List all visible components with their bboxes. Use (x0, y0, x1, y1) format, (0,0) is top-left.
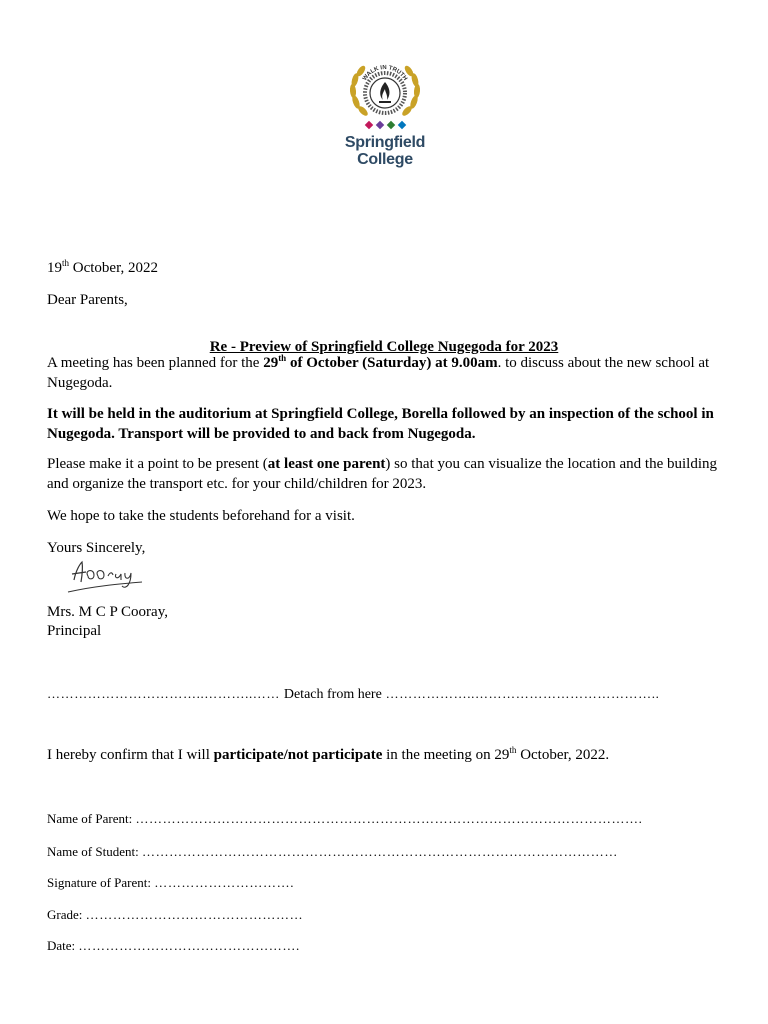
parent-name-field[interactable] (47, 809, 643, 829)
closing: Yours Sincerely, (47, 540, 146, 556)
p1-time: of October (Saturday) at 9.00am (286, 355, 498, 371)
logo-name-line2: College (357, 151, 413, 168)
paragraph-venue: It will be held in the auditorium at Springfield College, Borella followed by an inspection of the school in Nugegoda. Transport will be provided to and back from Nugegoda. (47, 406, 714, 442)
confirm-text-d: October, 2022. (516, 747, 610, 763)
date-field[interactable] (47, 936, 300, 956)
p3-text-a: Please make it a point to be present ( (47, 456, 268, 472)
student-name-dots: …………………………………………………………………………………………… (141, 844, 618, 859)
p3-text-c: ) so that you can visualize the location and the building and organize the transport etc. for your child/children for 2023. (47, 456, 718, 492)
date-dots: …………………………………………. (78, 938, 300, 953)
date-label: Date: (47, 938, 79, 953)
date-suffix: th (62, 258, 70, 268)
letter-date (47, 258, 727, 278)
parent-name-dots: …………………………………………………………………………………………………. (135, 811, 643, 826)
signature-text: ACooray (64, 556, 68, 557)
confirm-text-c: in the meeting on 29 (382, 747, 510, 763)
date-rest: October, 2022 (69, 260, 158, 276)
confirmation-statement (47, 745, 727, 765)
crest-icon (346, 58, 424, 132)
college-logo (330, 58, 440, 178)
paragraph-visit: We hope to take the students beforehand for a visit. (47, 508, 355, 524)
p3-emphasis: at least one parent (267, 456, 386, 472)
detach-dots-left: ……………………………..………..…… (47, 686, 284, 701)
grade-label: Grade: (47, 907, 86, 922)
detach-dots-right: ………………..………………………………….. (381, 686, 660, 701)
p1-text-a: A meeting has been planned for the (47, 355, 264, 371)
student-name-label: Name of Student: (47, 844, 142, 859)
parent-signature-field[interactable] (47, 873, 294, 893)
detach-label: Detach from here (283, 687, 382, 702)
p1-day: 29 (263, 355, 279, 371)
confirm-choice: participate/not participate (213, 747, 383, 763)
confirm-text-a: I hereby confirm that I will (47, 747, 214, 763)
paragraph-meeting (47, 353, 727, 393)
logo-college-name (330, 134, 440, 168)
confirm-suffix: th (509, 745, 517, 755)
letter-title: Re - Preview of Springfield College Nugegoda for 2023 (209, 339, 559, 355)
paragraph-attendance (47, 454, 727, 494)
logo-motto: WALK IN TRUTH (362, 65, 408, 82)
date-day: 19 (47, 260, 62, 276)
p1-day-suffix: th (278, 353, 287, 363)
parent-name-label: Name of Parent: (47, 811, 136, 826)
signature-image (64, 556, 148, 596)
student-name-field[interactable] (47, 842, 618, 862)
parent-signature-label: Signature of Parent: (47, 875, 155, 890)
parent-signature-dots: …………………………. (154, 875, 295, 890)
grade-dots: ………………………………………… (85, 907, 304, 922)
signer-title: Principal (47, 623, 102, 639)
grade-field[interactable] (47, 905, 303, 925)
detach-line (47, 684, 727, 705)
logo-name-line1: Springfield (344, 134, 426, 151)
salutation: Dear Parents, (47, 292, 128, 308)
signer-name: Mrs. M C P Cooray, (47, 604, 168, 620)
p1-text-d: . to discuss about the new school at Nugegoda. (47, 355, 710, 391)
